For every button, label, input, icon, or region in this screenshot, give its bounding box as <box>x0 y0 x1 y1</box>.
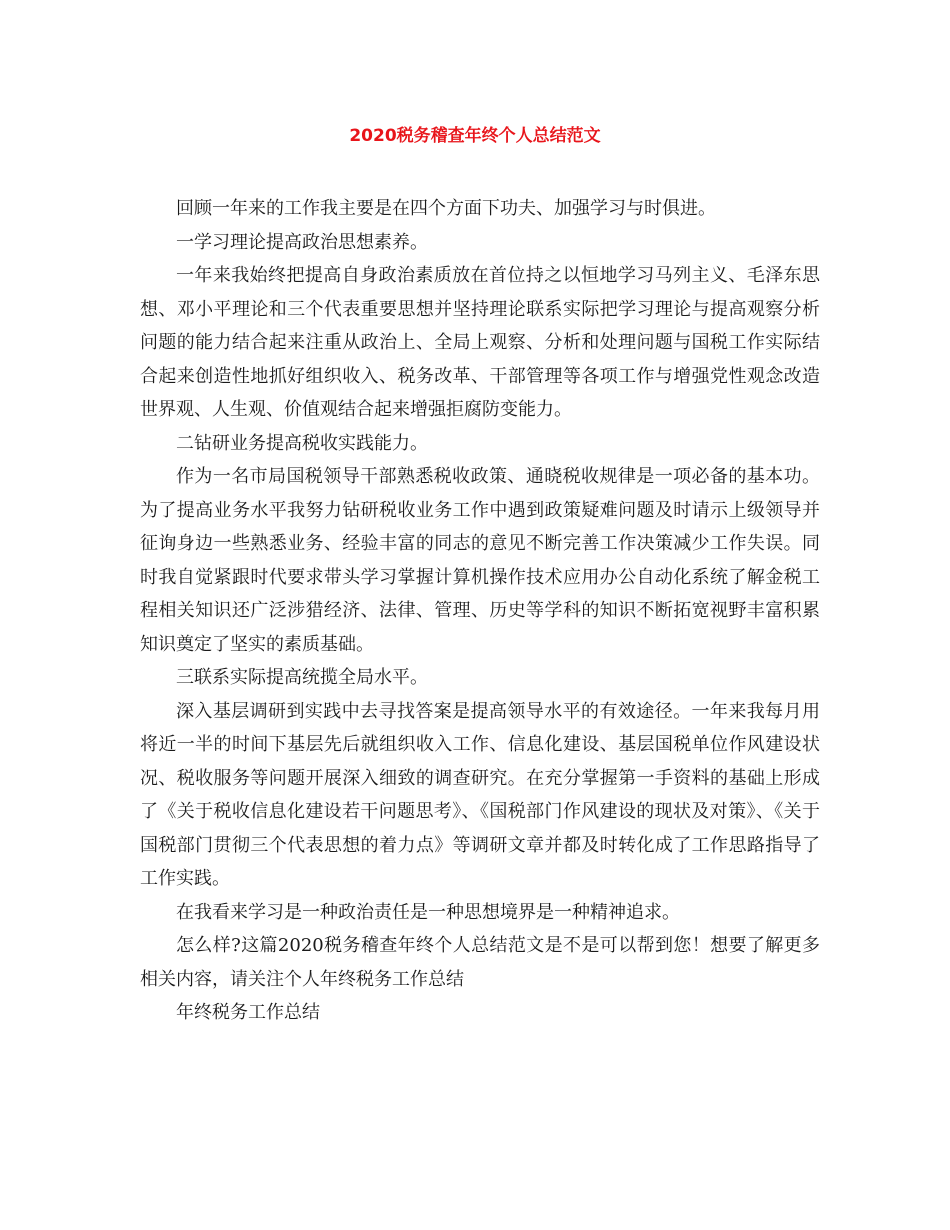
document-title: 2020税务稽查年终个人总结范文 <box>349 126 601 146</box>
paragraph-heading-2: 二钻研业务提高税收实践能力。 <box>176 432 428 454</box>
paragraph-related-link: 年终税务工作总结 <box>176 1002 320 1023</box>
document-body <box>140 192 820 1030</box>
paragraph-heading-3: 三联系实际提高统揽全局水平。 <box>176 667 428 688</box>
paragraph-study-theory: 一年来我始终把提高自身政治素质放在首位持之以恒地学习马列主义、毛泽东思想、邓小平理论和三个代表重要思想并坚持理论联系实际把学习理论与提高观察分析问题的能力结合起来注重从政治上、全局上观察、分析和处理问题与国税工作实际结合起来创造性地抓好组织收入、税务改革、干部管理等各项工作与增强党性观念改造世界观、人生观、价值观结合起来增强拒腐防变能力。 <box>140 265 820 420</box>
paragraph-field-research: 深入基层调研到实践中去寻找答案是提高领导水平的有效途径。一年来我每月用将近一半的时间下基层先后就组织收入工作、信息化建设、基层国税单位作风建设状况、税收服务等问题开展深入细致的调查研究。在充分掌握第一手资料的基础上形成了《关于税收信息化建设若干问题思考》、《国税部门作风建设的现状及对策》、《关于国税部门贯彻三个代表思想的着力点》等调研文章并都及时转化成了工作思路指导了工作实践。 <box>140 700 820 889</box>
paragraph-intro: 回顾一年来的工作我主要是在四个方面下功夫、加强学习与时俱进。 <box>176 198 716 219</box>
paragraph-promo: 怎么样?这篇2020税务稽查年终个人总结范文是不是可以帮到您！想要了解更多相关内容，请关注个人年终税务工作总结 <box>140 935 820 990</box>
paragraph-reflection: 在我看来学习是一种政治责任是一种思想境界是一种精神追求。 <box>176 901 680 923</box>
paragraph-business-study: 作为一名市局国税领导干部熟悉税收政策、通晓税收规律是一项必备的基本功。为了提高业务水平我努力钻研税收业务工作中遇到政策疑难问题及时请示上级领导并征询身边一些熟悉业务、经验丰富的同志的意见不断完善工作决策减少工作失误。同时我自觉紧跟时代要求带头学习掌握计算机操作技术应用办公自动化系统了解金税工程相关知识还广泛涉猎经济、法律、管理、历史等学科的知识不断拓宽视野丰富积累知识奠定了坚实的素质基础。 <box>140 466 820 655</box>
paragraph-heading-1: 一学习理论提高政治思想素养。 <box>176 231 428 253</box>
